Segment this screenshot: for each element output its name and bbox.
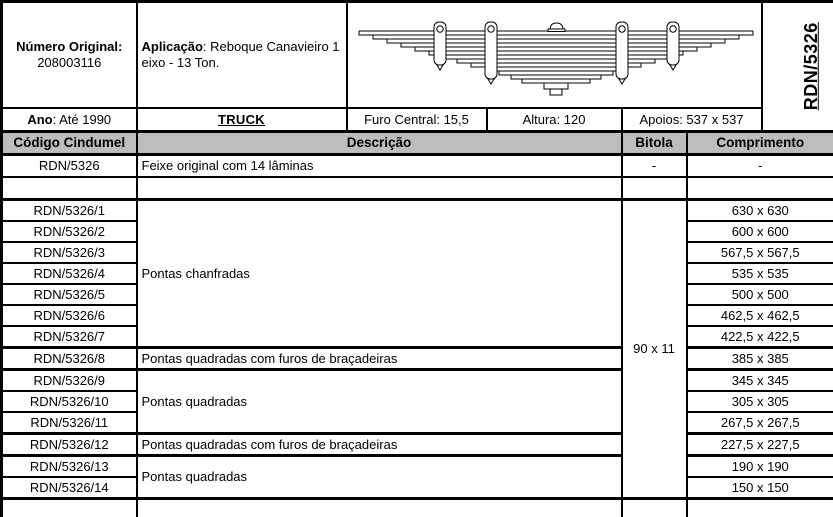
empty-cell [2,177,137,200]
table-row [2,370,833,392]
codigo-cell: RDN/5326/14 [2,477,137,499]
comprimento-cell: 227,5 x 227,5 [687,434,833,456]
codigo-cell: RDN/5326/1 [2,200,137,222]
spring-leaf [443,55,669,59]
spring-leaf [522,79,590,83]
descricao-cell: Pontas quadradas [137,370,622,434]
empty-cell [622,177,687,200]
numero-original-label: Número Original: [16,38,123,54]
empty-cell [687,177,833,200]
spring-clip-icon [667,22,679,70]
codigo-cell: RDN/5326/12 [2,434,137,456]
empty-cell [2,499,137,517]
table-header-row [2,132,833,155]
ano-value: : Até 1990 [52,111,112,127]
header-descricao: Descrição [137,132,622,155]
descricao-cell: Pontas quadradas com furos de braçadeiras [137,348,622,370]
info-row-top [2,2,833,109]
spring-leaf [499,71,613,75]
spring-leaf [401,43,711,47]
furo-central-cell: Furo Central: 15,5 [347,108,487,132]
codigo-cell: RDN/5326/7 [2,326,137,348]
header-codigo: Código Cindumel [2,132,137,155]
header-bitola: Bitola [622,132,687,155]
spring-clip-icon [616,22,628,84]
codigo-cell: RDN/5326/3 [2,242,137,263]
comprimento-cell: 305 x 305 [687,391,833,412]
comprimento-cell: 345 x 345 [687,370,833,392]
empty-cell [137,177,622,200]
bottom-plate-icon [544,83,568,89]
aplicacao-value: : Reboque Canavieiro 1 eixo - 13 Ton. [141,38,340,71]
comprimento-cell: 190 x 190 [687,456,833,478]
table-row [2,456,833,478]
comprimento-cell: 630 x 630 [687,200,833,222]
apoios-cell: Apoios: 537 x 537 [622,108,762,132]
comprimento-cell: 422,5 x 422,5 [687,326,833,348]
segmento-cell: TRUCK [137,108,347,132]
spring-leaf [429,51,683,55]
codigo-cell: RDN/5326/2 [2,221,137,242]
comprimento-cell: 385 x 385 [687,348,833,370]
spacer-row [2,177,833,200]
descricao-cell: Pontas quadradas com furos de braçadeiras [137,434,622,456]
numero-original-cell [2,2,137,109]
empty-cell [622,499,687,517]
table-row [2,434,833,456]
spring-leaf [485,67,627,71]
codigo-cell: RDN/5326/11 [2,412,137,434]
original-row [2,155,833,178]
modelo-cell [762,2,833,132]
info-row-meta [2,108,833,132]
spring-clip-icon [485,22,497,84]
aplicacao-label: Aplicação [141,38,203,54]
descricao-cell: Pontas quadradas [137,456,622,499]
table-row [2,348,833,370]
codigo-cell: RDN/5326/10 [2,391,137,412]
numero-original-value: 208003116 [37,55,102,71]
empty-cell [137,499,622,517]
bottom-spacer-row [2,499,833,517]
center-bolt-base [548,29,565,32]
leaf-spring-icon [352,3,762,103]
altura-cell: Altura: 120 [487,108,622,132]
comprimento-cell: 535 x 535 [687,263,833,284]
aplicacao-cell [137,2,347,109]
codigo-cell: RDN/5326/6 [2,305,137,326]
codigo-cell: RDN/5326/5 [2,284,137,305]
bitola-cell: 90 x 11 [622,200,687,499]
spring-leaf [415,47,697,51]
comprimento-cell: 600 x 600 [687,221,833,242]
codigo-cell: RDN/5326/8 [2,348,137,370]
comprimento-cell: 267,5 x 267,5 [687,412,833,434]
bottom-plate-tab [550,89,562,95]
empty-cell [687,499,833,517]
comprimento-cell: 462,5 x 462,5 [687,305,833,326]
comprimento-cell: 500 x 500 [687,284,833,305]
comprimento-cell: 150 x 150 [687,477,833,499]
spring-leaf [511,75,601,79]
spring-clip-icon [434,22,446,70]
leaf-spring-drawing-cell [347,2,762,109]
table-row [2,200,833,222]
ano-label: Ano [27,111,53,127]
bitola-cell: - [622,155,687,178]
codigo-cell: RDN/5326 [2,155,137,178]
ano-cell [2,108,137,132]
spring-leaf [373,35,739,39]
codigo-cell: RDN/5326/13 [2,456,137,478]
descricao-cell: Pontas chanfradas [137,200,622,348]
comprimento-cell: - [687,155,833,178]
descricao-cell: Feixe original com 14 lâminas [137,155,622,178]
header-comprimento: Comprimento [687,132,833,155]
codigo-cell: RDN/5326/9 [2,370,137,392]
codigo-cell: RDN/5326/4 [2,263,137,284]
comprimento-cell: 567,5 x 567,5 [687,242,833,263]
modelo-code: RDN/5326 [800,22,821,111]
